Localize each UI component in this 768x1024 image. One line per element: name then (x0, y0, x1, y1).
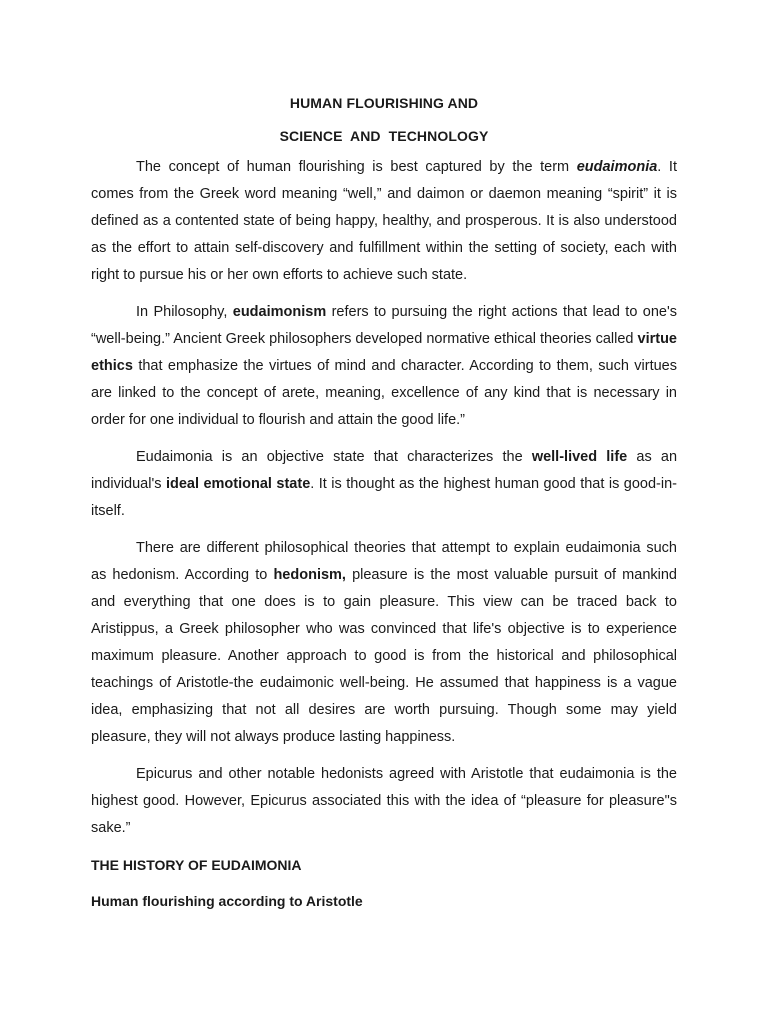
paragraph-text: Epicurus and other notable hedonists agreed with Aristotle that eudaimonia is the highest good. However, Epicurus associated this with the idea of “pleasure for pleasure"s sake.” (91, 766, 677, 836)
term-ideal-emotional-state: ideal emotional state (165, 476, 311, 492)
subsection-heading-aristotle: Human flourishing according to Aristotle (91, 893, 363, 909)
paragraph-epicurus (91, 761, 677, 842)
paragraph-hedonism (91, 535, 677, 751)
paragraph-eudaimonism (91, 299, 677, 434)
term-well-lived-life: well-lived life (531, 449, 628, 465)
document-title-line-2: SCIENCE AND TECHNOLOGY (279, 128, 489, 144)
paragraph-text: refers to pursuing the right actions that lead to one's “well-being.” Ancient Greek philosophers developed normative ethical theories called (91, 304, 677, 347)
paragraph-objective-state (91, 444, 677, 525)
paragraph-text: . It is thought as the highest human good that is good-in-itself. (91, 476, 677, 519)
term-eudaimonia: eudaimonia (576, 159, 658, 175)
paragraph-text: In Philosophy, (136, 304, 233, 320)
paragraph-eudaimonia-definition (91, 154, 677, 289)
paragraph-text: that emphasize the virtues of mind and character. According to them, such virtues are linked to the concept of arete, meaning, excellence of any kind that is necessary in order for one individual to flourish and attain the good life.” (91, 358, 677, 428)
document-title-line-1: HUMAN FLOURISHING AND (289, 95, 479, 111)
paragraph-text: pleasure is the most valuable pursuit of mankind and everything that one does is to gain pleasure. This view can be traced back to Aristippus, a Greek philosopher who was convinced that life's objective is to experience maximum pleasure. Another approach to good is from the historical and philosophical teachings of Aristotle-the eudaimonic well-being. He assumed that happiness is a vague idea, emphasizing that not all desires are worth pursuing. Though some may yield pleasure, they will not always produce lasting happiness. (91, 567, 677, 745)
term-virtue-ethics: virtue ethics (91, 331, 677, 374)
paragraph-text: The concept of human flourishing is best captured by the term (136, 159, 577, 175)
paragraph-text: Eudaimonia is an objective state that characterizes the (136, 449, 532, 465)
term-hedonism: hedonism, (273, 567, 346, 583)
paragraph-text: . It comes from the Greek word meaning “well,” and daimon or daemon meaning “spirit” it is defined as a contented state of being happy, healthy, and prosperous. It is also understood as the effort to attain self-discovery and fulfillment within the setting of society, each with right to pursue his or her own efforts to achieve such state. (91, 159, 677, 283)
paragraph-text: There are different philosophical theories that attempt to explain eudaimonia such as hedonism. According to (91, 540, 677, 583)
paragraph-text: as an individual's (91, 449, 678, 492)
term-eudaimonism: eudaimonism (232, 304, 327, 320)
section-heading-history: THE HISTORY OF EUDAIMONIA (91, 857, 302, 873)
